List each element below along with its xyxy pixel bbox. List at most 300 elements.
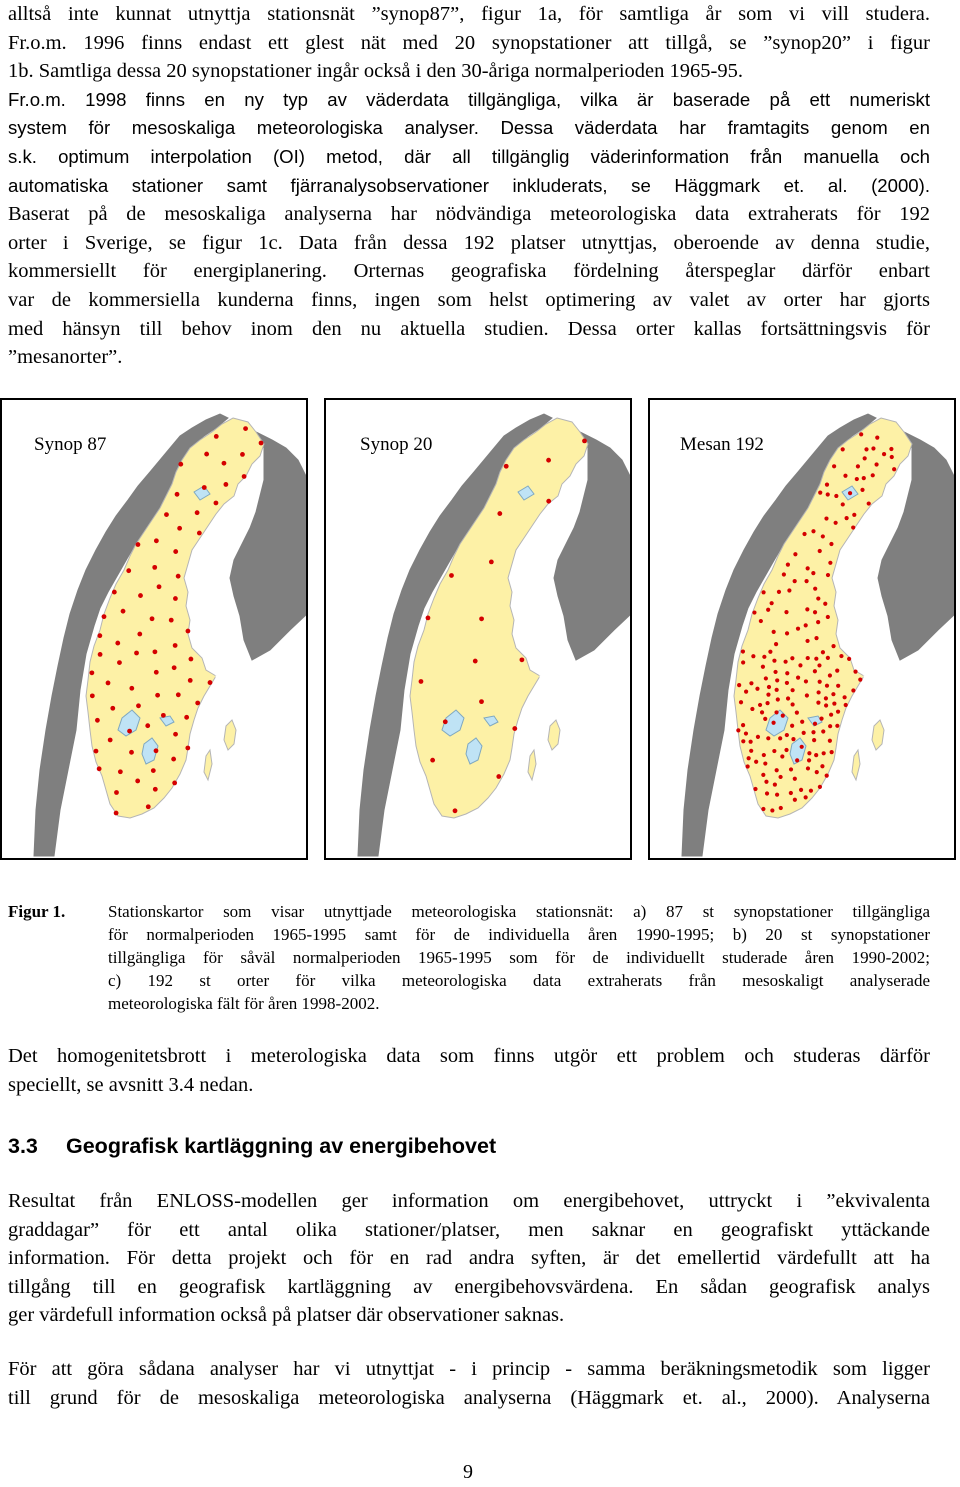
station-dot xyxy=(796,627,800,631)
station-dot xyxy=(154,670,159,675)
station-dot xyxy=(169,618,174,623)
station-dot xyxy=(766,736,770,740)
station-dot xyxy=(762,655,766,659)
station-dot xyxy=(781,714,785,718)
text-line: speciellt, se avsnitt 3.4 nedan. xyxy=(8,1073,254,1096)
station-dot xyxy=(836,710,840,714)
text-line: orter i Sverige, se figur 1c. Data från dessa 192 platser utnyttjas, oberoende av denna studie, xyxy=(8,231,930,254)
caption-line: tillgängliga för såväl normalperioden 1965-1995 som för de individuellt studerade åren 1990-2002; xyxy=(108,948,930,967)
station-dot xyxy=(820,764,824,768)
station-dot xyxy=(778,775,782,779)
text-line: För att göra sådana analyser har vi utnyttjat - i princip - samma beräkningsmetodik som ligger xyxy=(8,1358,930,1380)
station-dot xyxy=(741,649,745,653)
station-dot xyxy=(177,526,182,531)
station-dot xyxy=(114,811,119,816)
station-dot xyxy=(97,633,102,638)
station-dot xyxy=(173,643,178,648)
station-dot xyxy=(129,750,134,755)
station-dot xyxy=(852,513,856,517)
station-dot xyxy=(821,729,825,733)
station-dot xyxy=(818,785,822,789)
station-dot xyxy=(871,446,875,450)
station-dot xyxy=(826,656,830,660)
station-dot xyxy=(804,579,808,583)
station-dot xyxy=(789,767,793,771)
station-dot xyxy=(504,464,509,469)
station-dot xyxy=(764,676,768,680)
station-dot xyxy=(795,758,799,762)
section-heading xyxy=(8,1134,496,1159)
station-dot xyxy=(831,644,835,648)
station-dot xyxy=(775,688,779,692)
station-dot xyxy=(772,659,776,663)
homogeneity-paragraph xyxy=(8,1042,930,1099)
station-dot xyxy=(841,502,845,506)
station-dot xyxy=(817,663,821,667)
station-dot xyxy=(773,782,777,786)
station-dot xyxy=(789,791,793,795)
station-dot xyxy=(744,731,748,735)
station-dot xyxy=(816,701,820,705)
station-dot xyxy=(875,436,879,440)
text-line: ”mesanorter”. xyxy=(8,346,123,369)
station-dot xyxy=(818,491,822,495)
station-dot xyxy=(172,781,177,786)
station-dot xyxy=(824,696,828,700)
station-dot xyxy=(835,724,839,728)
station-dot xyxy=(813,669,817,673)
sea-inlet xyxy=(224,656,238,672)
station-dot xyxy=(811,571,815,575)
sea-inlet xyxy=(540,676,556,702)
text-line: Fr.o.m. 1998 finns en ny typ av väderdata tillgängliga, vilka är baserade på ett numeriskt xyxy=(8,88,930,110)
station-dot xyxy=(856,464,860,468)
station-dot xyxy=(806,766,810,770)
text-line: till grund för de mesoskaliga meteorologiska analyserna (Häggmark et. al., 2000). Analyserna xyxy=(8,1386,930,1409)
caption-line: meteorologiska fält för åren 1998-2002. xyxy=(108,994,380,1013)
station-dot xyxy=(776,697,780,701)
station-dot xyxy=(818,549,822,553)
station-dot xyxy=(736,728,740,732)
station-dot xyxy=(843,474,847,478)
station-dot xyxy=(882,452,886,456)
station-dot xyxy=(777,590,781,594)
station-dot xyxy=(817,690,821,694)
sweden-shape xyxy=(734,418,912,818)
station-dot xyxy=(202,485,207,490)
map-label: Synop 20 xyxy=(360,434,433,455)
station-dot xyxy=(582,439,587,444)
station-dot xyxy=(766,608,770,612)
station-dot xyxy=(102,614,107,619)
station-dot xyxy=(864,447,868,451)
station-dot xyxy=(762,753,766,757)
station-dot xyxy=(779,806,783,810)
station-dot xyxy=(851,525,855,529)
station-dot xyxy=(802,731,806,735)
station-dot xyxy=(785,681,789,685)
station-dot xyxy=(473,659,478,664)
station-dot xyxy=(829,713,833,717)
station-dot xyxy=(795,711,799,715)
station-dot xyxy=(741,739,745,743)
text-line: Det homogenitetsbrott i meterologiska data som finns utgör ett problem och studeras därför xyxy=(8,1045,930,1067)
section-title: Geografisk kartläggning av energibehovet xyxy=(66,1134,497,1158)
sea-inlet xyxy=(216,676,232,702)
station-dot xyxy=(449,573,454,578)
station-dot xyxy=(862,476,866,480)
station-dot xyxy=(818,680,822,684)
station-dot xyxy=(750,707,754,711)
text-line: med hänsyn till behov inom den nu aktuella studien. Dessa orter kallas fortsättningsvis för xyxy=(8,317,930,340)
station-dot xyxy=(828,561,832,565)
station-dot xyxy=(793,552,797,556)
station-dot xyxy=(890,455,894,459)
sea-inlet xyxy=(548,656,562,672)
station-dot xyxy=(746,764,750,768)
station-dot xyxy=(752,610,756,614)
station-dot xyxy=(759,619,763,623)
station-dot xyxy=(150,616,155,621)
page-number: 9 xyxy=(463,1461,473,1483)
station-dot xyxy=(791,702,795,706)
station-dot xyxy=(804,795,808,799)
station-dot xyxy=(816,596,820,600)
station-dot xyxy=(195,510,200,515)
station-dot xyxy=(809,789,813,793)
station-dot xyxy=(774,642,778,646)
station-dot xyxy=(114,790,119,795)
station-dot xyxy=(836,684,840,688)
station-dot xyxy=(892,467,896,471)
station-dot xyxy=(874,462,878,466)
station-dot xyxy=(858,678,862,682)
station-dot xyxy=(739,700,743,704)
station-dot xyxy=(800,745,804,749)
station-dot xyxy=(821,534,825,538)
caption-text xyxy=(108,900,930,1015)
map-panel-mesan192 xyxy=(648,398,956,860)
station-dot xyxy=(137,632,142,637)
gotland-shape xyxy=(224,720,236,750)
station-dot xyxy=(185,746,190,751)
station-dot xyxy=(790,656,794,660)
station-dot xyxy=(135,779,140,784)
station-dot xyxy=(546,499,551,504)
station-dot xyxy=(763,717,767,721)
station-dot xyxy=(813,722,817,726)
station-dot xyxy=(824,703,828,707)
station-dot xyxy=(805,639,809,643)
station-maps-figure xyxy=(0,398,960,863)
text-line: 1b. Samtliga dessa 20 synopstationer ingår också i den 30-åriga normalperioden 1965-95. xyxy=(8,60,743,83)
station-dot xyxy=(791,737,795,741)
station-dot xyxy=(126,568,131,573)
station-dot xyxy=(512,726,517,731)
station-dot xyxy=(443,719,448,724)
station-dot xyxy=(848,491,852,495)
station-dot xyxy=(793,777,797,781)
station-dot xyxy=(819,717,823,721)
map-label: Mesan 192 xyxy=(680,434,764,455)
station-dot xyxy=(753,787,757,791)
station-dot xyxy=(822,751,826,755)
station-dot xyxy=(799,788,803,792)
station-dot xyxy=(154,538,159,543)
station-dot xyxy=(197,531,202,536)
station-dot xyxy=(223,482,228,487)
caption-line: för normalperioden 1965-1995 samt för de individuella åren 1990-1995; b) 20 st synopstationer xyxy=(108,925,930,944)
text-line: kommersiellt för energiplanering. Orternas geografiska fördelning återspeglar därför enbart xyxy=(8,260,930,283)
station-dot xyxy=(110,706,115,711)
station-dot xyxy=(214,434,219,439)
text-line: tillgång till en geografisk kartläggning av energibehovsvärdena. En sådan geografisk analys xyxy=(8,1275,930,1298)
station-dot xyxy=(812,738,816,742)
station-dot xyxy=(138,593,143,598)
station-dot xyxy=(813,610,817,614)
station-dot xyxy=(154,748,159,753)
station-dot xyxy=(744,690,748,694)
station-dot xyxy=(790,724,794,728)
station-dot xyxy=(860,488,864,492)
station-dot xyxy=(479,616,484,621)
section-number: 3.3 xyxy=(8,1134,38,1158)
station-dot xyxy=(814,636,818,640)
station-dot xyxy=(775,768,779,772)
station-dot xyxy=(121,609,126,614)
station-dot xyxy=(497,511,502,516)
station-dot xyxy=(811,730,815,734)
station-dot xyxy=(798,663,802,667)
station-dot xyxy=(89,670,94,675)
station-dot xyxy=(204,452,209,457)
station-dot xyxy=(832,701,836,705)
station-dot xyxy=(828,739,832,743)
station-dot xyxy=(161,713,166,718)
station-dot xyxy=(815,770,819,774)
station-dot xyxy=(851,688,855,692)
station-dot xyxy=(786,696,790,700)
station-dot xyxy=(98,652,103,657)
station-dot xyxy=(780,754,784,758)
station-dot xyxy=(259,441,264,446)
station-dot xyxy=(741,723,745,727)
station-dot xyxy=(453,808,458,813)
station-dot xyxy=(176,692,181,697)
station-dot xyxy=(758,703,762,707)
station-dot xyxy=(164,512,169,517)
map-panel-synop20 xyxy=(324,398,632,860)
station-dot xyxy=(791,688,795,692)
station-dot xyxy=(826,573,830,577)
station-dot xyxy=(171,757,176,762)
station-dot xyxy=(889,447,893,451)
station-dot xyxy=(419,679,424,684)
gotland-shape xyxy=(872,720,884,750)
station-dot xyxy=(756,735,760,739)
station-dot xyxy=(805,693,809,697)
station-dot xyxy=(821,650,825,654)
sweden-map-synop20 xyxy=(326,400,630,858)
station-dot xyxy=(760,710,764,714)
station-dot xyxy=(786,563,790,567)
station-dot xyxy=(826,615,830,619)
station-dot xyxy=(97,766,102,771)
station-dot xyxy=(129,686,134,691)
station-dot xyxy=(751,654,755,658)
station-dot xyxy=(823,602,827,606)
station-dot xyxy=(813,587,817,591)
station-dot xyxy=(775,678,779,682)
text-line: s.k. optimum interpolation (OI) metod, där all tillgänglig väderinformation från manuella och xyxy=(8,145,930,167)
caption-line: Stationskartor som visar utnyttjade meteorologiska stationsnät: a) 87 st synopstationer tillgängliga xyxy=(108,902,930,921)
station-dot xyxy=(805,607,809,611)
station-dot xyxy=(242,474,247,479)
station-dot xyxy=(749,740,753,744)
station-dot xyxy=(826,492,830,496)
map-panel-synop87 xyxy=(0,398,308,860)
station-dot xyxy=(153,787,158,792)
station-dot xyxy=(184,715,189,720)
oland-shape xyxy=(528,750,536,780)
station-dot xyxy=(747,756,751,760)
station-dot xyxy=(835,669,839,673)
station-dot xyxy=(108,738,113,743)
station-dot xyxy=(761,665,765,669)
station-dot xyxy=(771,721,775,725)
station-dot xyxy=(115,641,120,646)
text-line: system för mesoskaliga meteorologiska analyser. Dessa väderdata har framtagits genom en xyxy=(8,117,930,139)
station-dot xyxy=(737,683,741,687)
text-line: alltså inte kunnat utnyttja stationsnät ”synop87”, figur 1a, för samtliga år som vi vill studera. xyxy=(8,3,930,25)
station-dot xyxy=(240,452,245,457)
sweden-shape xyxy=(410,418,588,818)
station-dot xyxy=(754,760,758,764)
station-dot xyxy=(173,549,178,554)
station-dot xyxy=(519,657,524,662)
station-dot xyxy=(766,693,770,697)
station-dot xyxy=(761,773,765,777)
caption-line: c) 192 st orter för vilka meteorologiska data extraherats från mesoskaligt analyserade xyxy=(108,971,930,990)
station-dot xyxy=(770,601,774,605)
station-dot xyxy=(764,780,768,784)
station-dot xyxy=(479,699,484,704)
station-dot xyxy=(763,761,767,765)
station-dot xyxy=(778,736,782,740)
station-dot xyxy=(802,532,806,536)
station-dot xyxy=(793,579,797,583)
station-dot xyxy=(90,693,95,698)
station-dot xyxy=(94,749,99,754)
text-line: automatiska stationer samt fjärranalysobservationer inkluderats, se Häggmark et. al. (2000). xyxy=(8,174,930,196)
station-dot xyxy=(787,588,791,592)
station-dot xyxy=(863,456,867,460)
station-dot xyxy=(127,729,132,734)
station-dot xyxy=(772,749,776,753)
station-dot xyxy=(146,804,151,809)
station-dot xyxy=(749,681,753,685)
station-dot xyxy=(95,718,100,723)
station-dot xyxy=(806,656,810,660)
station-dot xyxy=(867,501,871,505)
station-dot xyxy=(859,432,863,436)
station-dot xyxy=(804,623,808,627)
station-dot xyxy=(767,685,771,689)
station-dot xyxy=(845,516,849,520)
station-dot xyxy=(176,574,181,579)
station-dot xyxy=(173,596,178,601)
station-dot xyxy=(828,673,832,677)
station-dot xyxy=(855,477,859,481)
sweden-map-synop87 xyxy=(2,400,306,858)
station-dot xyxy=(831,692,835,696)
station-dot xyxy=(807,751,811,755)
station-dot xyxy=(832,464,836,468)
station-dot xyxy=(825,774,829,778)
station-dot xyxy=(871,473,875,477)
text-line: ger värdefull information också på platser där observationer saknas. xyxy=(8,1304,565,1327)
gotland-shape xyxy=(548,720,560,750)
station-dot xyxy=(800,720,804,724)
station-dot xyxy=(749,749,753,753)
station-dot xyxy=(825,483,829,487)
station-dot xyxy=(214,501,219,506)
station-dot xyxy=(195,701,200,706)
station-dot xyxy=(243,426,248,431)
station-dot xyxy=(151,768,156,773)
station-dot xyxy=(829,542,833,546)
station-dot xyxy=(844,703,848,707)
station-dot xyxy=(782,572,786,576)
station-dot xyxy=(172,665,177,670)
station-dot xyxy=(816,620,820,624)
text-line: Fr.o.m. 1996 finns endast ett glest nät med 20 synopstationer att tillgå, se ”synop20” i figur xyxy=(8,31,930,54)
station-dot xyxy=(784,610,788,614)
station-dot xyxy=(770,808,774,812)
station-dot xyxy=(834,494,838,498)
station-dot xyxy=(153,649,158,654)
station-dot xyxy=(157,584,162,589)
station-dot xyxy=(152,565,157,570)
station-dot xyxy=(775,793,779,797)
station-dot xyxy=(804,679,808,683)
station-dot xyxy=(853,670,857,674)
station-dot xyxy=(175,492,180,497)
station-dot xyxy=(807,758,811,762)
text-line: Resultat från ENLOSS-modellen ger information om energibehovet, uttryckt i ”ekvivalenta xyxy=(8,1190,930,1212)
station-dot xyxy=(761,590,765,594)
station-dot xyxy=(178,462,183,467)
station-dot xyxy=(765,701,769,705)
text-line: graddagar” för ett antal olika stationer/platser, men saknar en geografiskt yttäckande xyxy=(8,1218,930,1241)
text-line: information. För detta projekt och för en rad andra syften, är det emellertid värdefullt att ha xyxy=(8,1247,930,1270)
station-dot xyxy=(761,807,765,811)
station-dot xyxy=(768,650,772,654)
station-dot xyxy=(489,560,494,565)
station-dot xyxy=(430,758,435,763)
station-dot xyxy=(741,660,745,664)
map-label: Synop 87 xyxy=(34,434,107,455)
station-dot xyxy=(773,670,777,674)
station-dot xyxy=(824,516,828,520)
station-dot xyxy=(814,657,818,661)
station-dot xyxy=(118,769,123,774)
station-dot xyxy=(841,447,845,451)
station-dot xyxy=(811,529,815,533)
station-dot xyxy=(186,629,191,634)
station-dot xyxy=(188,678,193,683)
station-dot xyxy=(117,660,122,665)
